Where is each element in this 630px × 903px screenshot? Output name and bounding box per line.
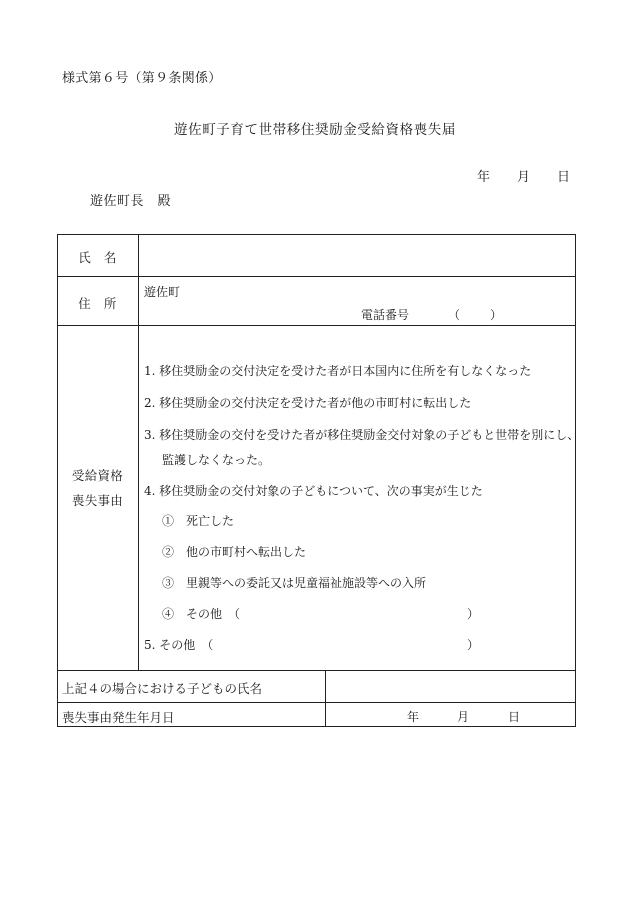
reason-other-close: ） [467,638,480,652]
loss-date-day[interactable]: 日 [508,710,521,724]
loss-date-label: 喪失事由発生年月日 [62,710,175,725]
loss-date-year[interactable]: 年 [407,710,420,724]
sub-reason-other-close: ） [467,607,480,621]
reason-option[interactable]: 4. 移住奨励金の交付対象の子どもについて、次の事実が生じた [144,484,483,498]
name-field[interactable] [139,235,575,276]
row-divider [57,325,576,326]
column-divider [138,234,139,671]
document-title: 遊佐町子育て世帯移住奨励金受給資格喪失届 [174,122,456,138]
sub-reason-option[interactable]: ② 他の市町村へ転出した [162,545,307,559]
phone-paren-close: ） [490,308,503,322]
reason-option-continued: 監護しなくなった。 [162,453,271,467]
addressee: 遊佐町長 殿 [90,194,172,209]
sub-reason-option[interactable]: ① 死亡した [162,514,235,528]
reason-other[interactable]: 5. その他 （ [144,638,214,652]
reason-option[interactable]: 3. 移住奨励金の交付を受けた者が移住奨励金交付対象の子どもと世帯を別にし、 [144,428,580,442]
phone-paren-open: （ [448,308,461,322]
row-divider [57,276,576,277]
address-label: 住 所 [78,296,117,311]
reason-option[interactable]: 1. 移住奨励金の交付決定を受けた者が日本国内に住所を有しなくなった [144,364,532,378]
row-divider [57,702,576,703]
date-year-label: 年 [477,170,491,185]
child-name-label: 上記４の場合における子どもの氏名 [62,681,263,696]
child-name-field[interactable] [326,671,575,702]
loss-date-month[interactable]: 月 [457,710,470,724]
reason-option[interactable]: 2. 移住奨励金の交付決定を受けた者が他の市町村に転出した [144,396,472,410]
date-month-label: 月 [517,170,531,185]
reason-label-line1: 受給資格 [71,468,124,483]
name-label: 氏 名 [78,250,117,265]
reason-label-line2: 喪失事由 [71,493,124,508]
form-number: 様式第６号（第９条関係） [62,71,222,86]
phone-label: 電話番号 [361,308,410,322]
address-prefix[interactable]: 遊佐町 [144,285,181,299]
date-day-label: 日 [557,170,571,185]
sub-reason-other[interactable]: ④ その他 （ [162,607,241,621]
sub-reason-option[interactable]: ③ 里親等への委託又は児童福祉施設等への入所 [162,576,427,590]
